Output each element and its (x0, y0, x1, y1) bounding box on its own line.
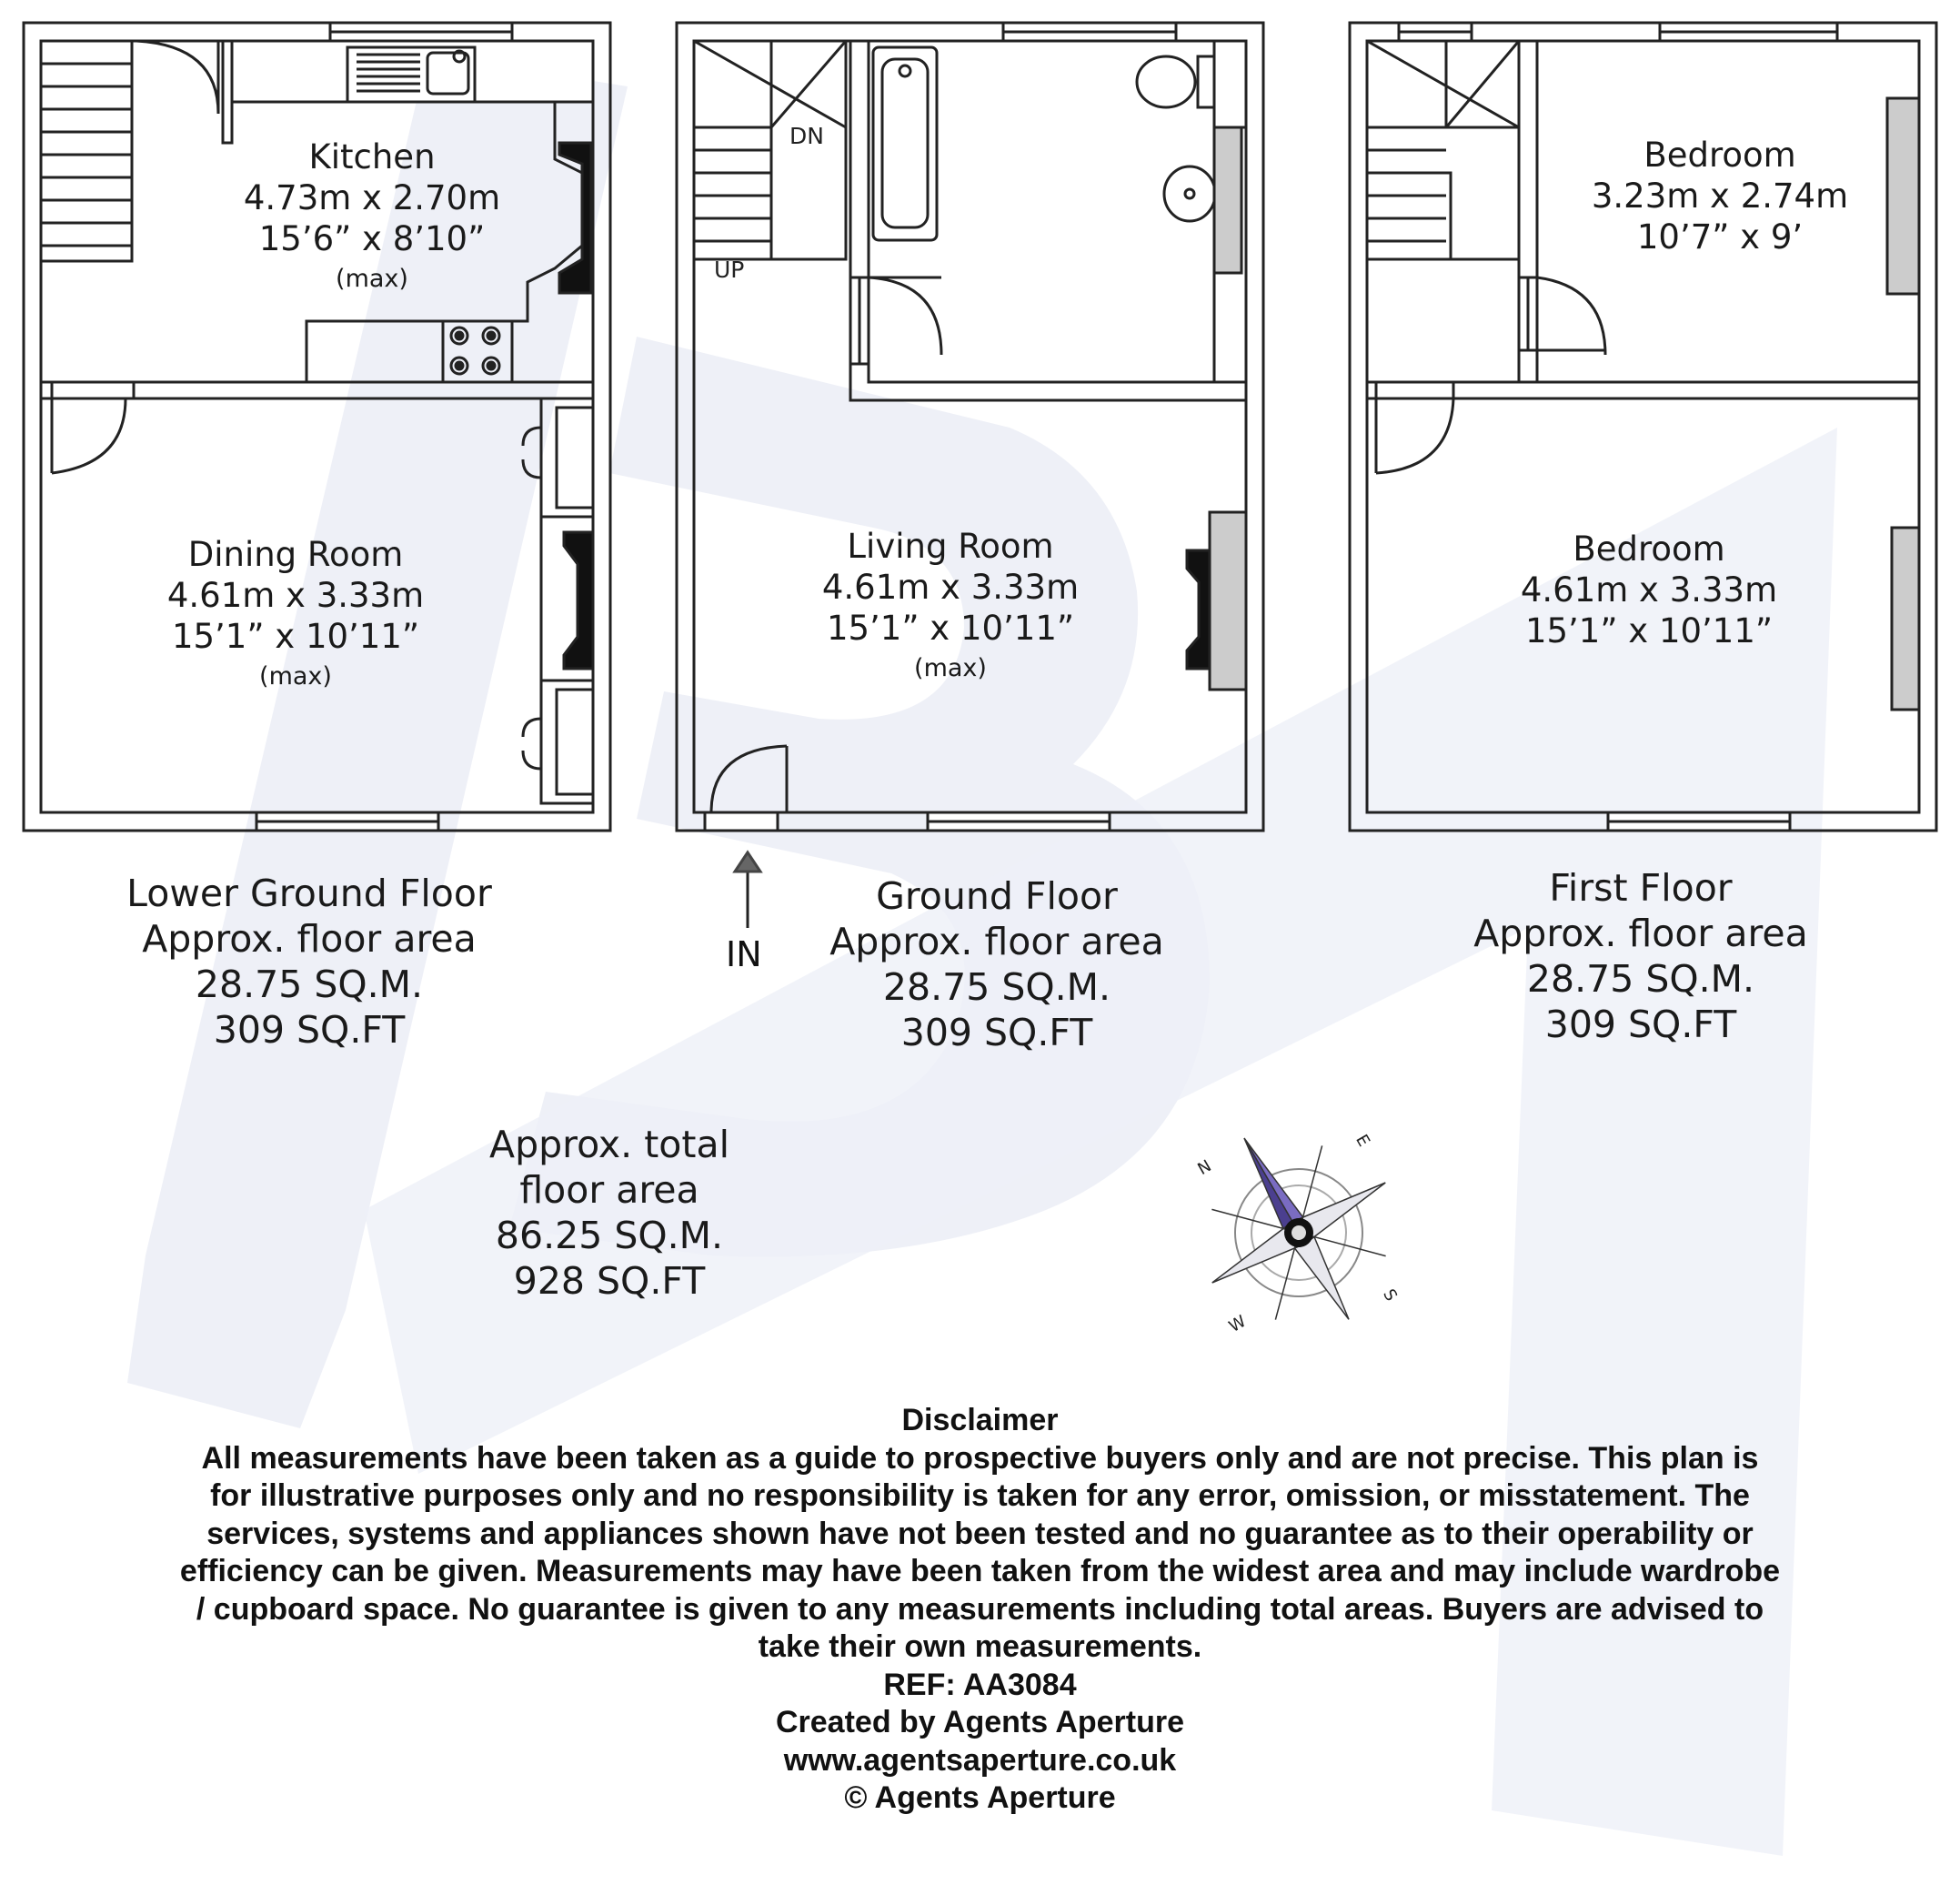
room-metric: 4.61m x 3.33m (166, 576, 425, 615)
toilet (1137, 56, 1195, 107)
compass-e: E (1352, 1131, 1374, 1150)
disclaimer-line: services, systems and appliances shown have not been tested and no guarantee as to their operability or (206, 1516, 1754, 1551)
basin (1164, 166, 1215, 221)
floor-area-sqft: 309 SQ.FT (1544, 1003, 1737, 1046)
floor-name: Lower Ground Floor (126, 872, 492, 915)
door-opening (52, 382, 134, 398)
floor-name: First Floor (1549, 866, 1733, 910)
floor-area-label: Approx. floor area (142, 917, 477, 961)
door-arc (52, 398, 126, 473)
chimney-shelf (1214, 127, 1241, 273)
disclaimer-line: for illustrative purposes only and no responsibility is taken for any error, omission, or misstatement. The (210, 1478, 1750, 1513)
living-room-label (800, 526, 1101, 689)
room-name: Bedroom (1573, 529, 1725, 569)
door-arc (136, 41, 218, 114)
entrance-arrow (735, 852, 760, 928)
total-area-caption (382, 1122, 837, 1304)
room-metric: 4.61m x 3.33m (1520, 570, 1778, 610)
room-imperial: 15’1” x 10’11” (171, 617, 420, 656)
room-note: (max) (914, 654, 987, 682)
ground-floor-caption (769, 873, 1224, 1055)
dining-room-label (146, 534, 446, 697)
stairs-up-label: UP (714, 257, 745, 283)
lower-ground-floor-caption (82, 871, 537, 1053)
floor-area-label: Approx. floor area (1473, 912, 1808, 955)
chimney-breast (1187, 550, 1210, 669)
total-label-1: Approx. total (489, 1123, 729, 1166)
disclaimer-title: Disclaimer (901, 1403, 1059, 1437)
compass-w: W (1225, 1312, 1250, 1337)
first-floor-caption (1413, 865, 1868, 1047)
chimney-shelf (1892, 528, 1919, 710)
stairs (694, 41, 846, 259)
room-metric: 4.61m x 3.33m (821, 568, 1080, 607)
room-name: Living Room (847, 527, 1054, 566)
bedroom-small-label (1570, 135, 1870, 257)
door-arc (1376, 398, 1453, 473)
door-arc (1537, 277, 1605, 355)
room-metric: 4.73m x 2.70m (243, 178, 501, 217)
website-link[interactable]: www.agentsaperture.co.uk (783, 1742, 1177, 1778)
floor-area-sqm: 28.75 SQ.M. (195, 963, 424, 1006)
room-note: (max) (336, 265, 408, 293)
room-name: Dining Room (187, 535, 404, 574)
disclaimer-line: take their own measurements. (758, 1629, 1202, 1664)
room-metric: 3.23m x 2.74m (1591, 176, 1849, 216)
disclaimer-block (0, 1402, 1960, 1818)
room-imperial: 15’6” x 8’10” (258, 219, 486, 258)
entrance-label: IN (726, 934, 762, 974)
stairs (1367, 41, 1519, 259)
room-imperial: 15’1” x 10’11” (1524, 611, 1774, 650)
door-opening (705, 812, 778, 831)
floor-area-sqm: 28.75 SQ.M. (882, 965, 1111, 1009)
room-name: Kitchen (308, 137, 436, 176)
room-note: (max) (259, 662, 332, 690)
bedroom-large-label (1499, 529, 1799, 651)
compass-s: S (1379, 1285, 1402, 1305)
chimney-shelf (1210, 512, 1246, 690)
chimney-shelf (1887, 98, 1919, 294)
floor-name: Ground Floor (876, 874, 1118, 918)
floor-area-sqft: 309 SQ.FT (900, 1011, 1093, 1054)
copyright: © Agents Aperture (844, 1780, 1116, 1815)
floor-area-sqft: 309 SQ.FT (213, 1008, 406, 1052)
room-imperial: 10’7” x 9’ (1636, 217, 1804, 257)
kitchen-label (222, 136, 522, 299)
room-imperial: 15’1” x 10’11” (826, 609, 1075, 648)
created-by: Created by Agents Aperture (775, 1705, 1185, 1739)
compass-n: N (1194, 1156, 1215, 1180)
total-area-sqft: 928 SQ.FT (513, 1259, 706, 1303)
stairs-down-label: DN (789, 123, 824, 149)
door-arc (869, 277, 941, 355)
reference-number: REF: AA3084 (883, 1667, 1077, 1702)
stairs (41, 41, 132, 261)
disclaimer-line: efficiency can be given. Measurements may have been taken from the widest area and may include wardrobe (179, 1554, 1781, 1588)
disclaimer-line: / cupboard space. No guarantee is given to any measurements including total areas. Buyers are advised to (196, 1591, 1764, 1627)
total-label-2: floor area (519, 1168, 699, 1212)
floor-area-sqm: 28.75 SQ.M. (1526, 957, 1755, 1001)
compass-rose (1158, 1088, 1436, 1369)
chimney-breast (564, 532, 593, 669)
total-area-sqm: 86.25 SQ.M. (495, 1214, 724, 1257)
floor-area-label: Approx. floor area (829, 920, 1164, 963)
disclaimer-line: All measurements have been taken as a guide to prospective buyers only and are not precise. This plan is (201, 1440, 1759, 1476)
room-name: Bedroom (1643, 136, 1796, 175)
